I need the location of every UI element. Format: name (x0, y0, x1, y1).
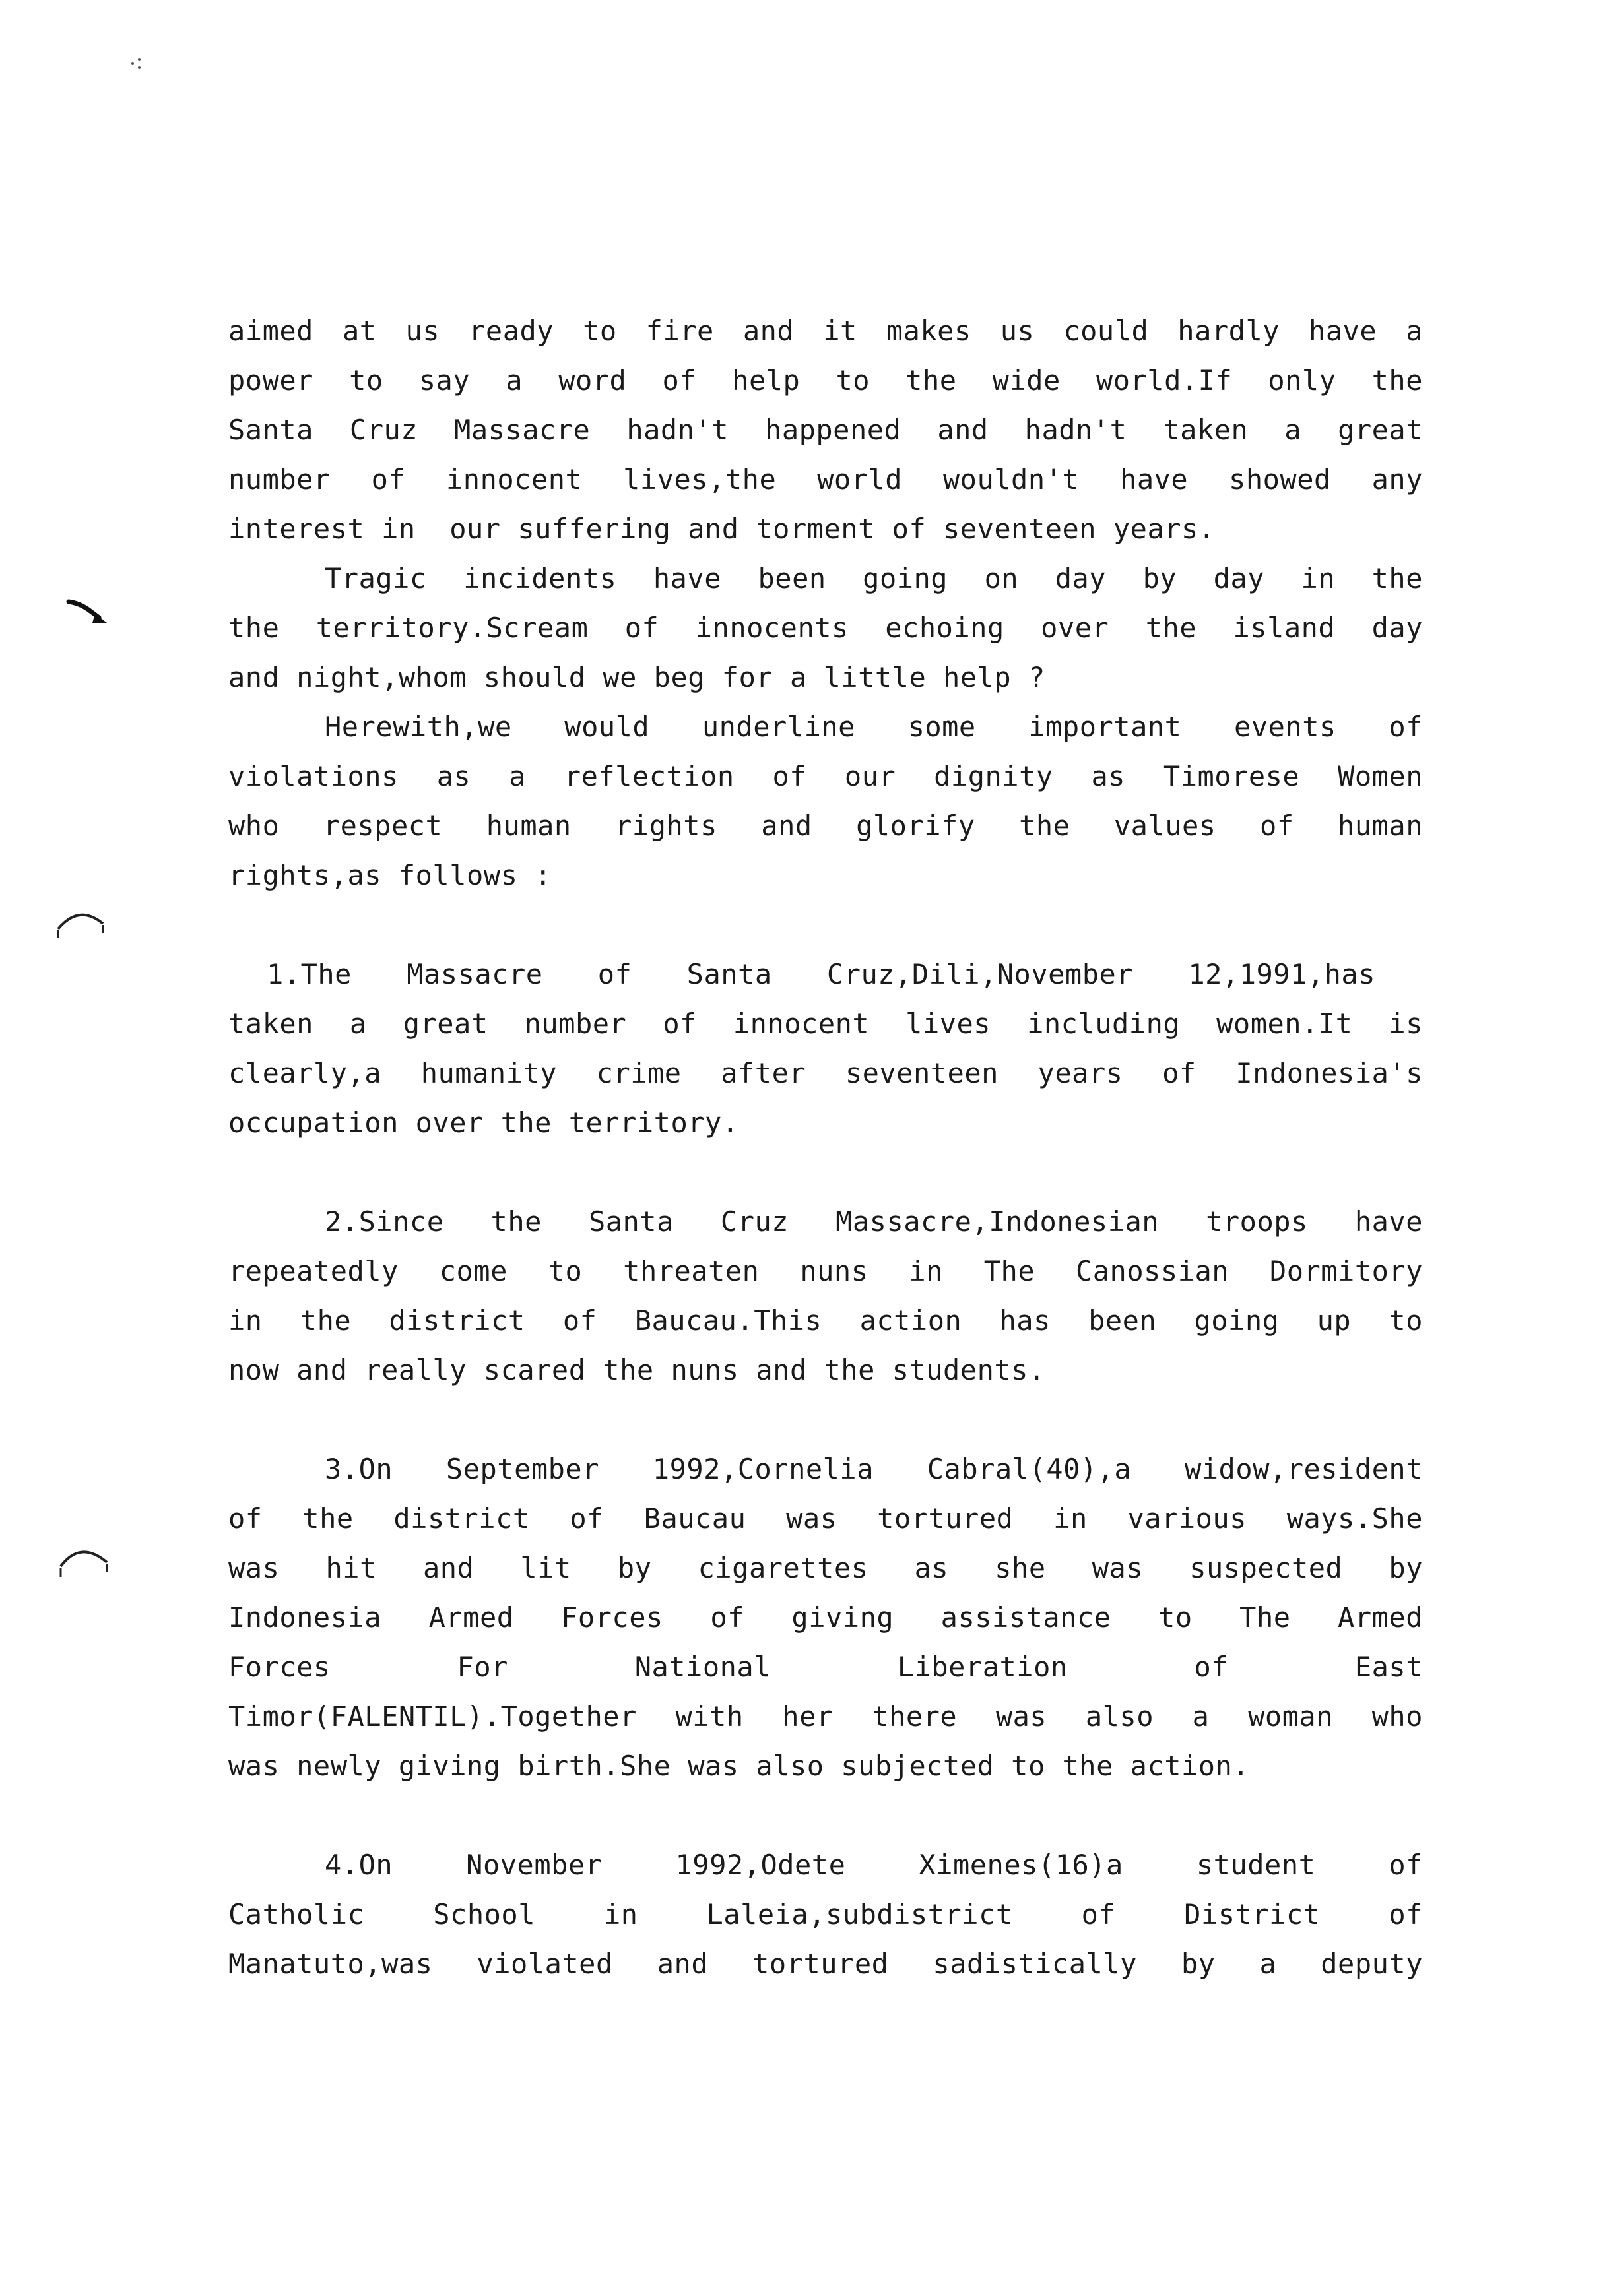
text-line: and night,whom should we beg for a little help ? (228, 661, 1045, 693)
text-line: 4.On November 1992,Odete Ximenes(16)a student of (325, 1849, 1423, 1881)
text-line: now and really scared the nuns and the students. (228, 1354, 1045, 1386)
text-line: Timor(FALENTIL).Together with her there was also a woman who (228, 1700, 1423, 1733)
text-line: Indonesia Armed Forces of giving assistance to The Armed (228, 1601, 1423, 1634)
text-line: rights,as follows : (228, 859, 552, 891)
punch-hole-mark-bottom (57, 1541, 116, 1587)
text-line: the territory.Scream of innocents echoing over the island day (228, 612, 1423, 644)
text-line: of the district of Baucau was tortured in various ways.She (228, 1502, 1423, 1535)
text-line: in the district of Baucau.This action has been going up to (228, 1304, 1423, 1337)
text-line: occupation over the territory. (228, 1106, 739, 1139)
text-line: taken a great number of innocent lives including women.It is (228, 1007, 1423, 1040)
text-line: was newly giving birth.She was also subjected to the action. (228, 1750, 1250, 1782)
scan-speck-top (129, 55, 145, 71)
text-line: Manatuto,was violated and tortured sadistically by a deputy (228, 1948, 1423, 1980)
text-line: power to say a word of help to the wide world.If only the (228, 364, 1423, 397)
text-line: aimed at us ready to fire and it makes us could hardly have a (228, 315, 1423, 347)
text-line: Forces For National Liberation of East (228, 1651, 1423, 1683)
text-line: was hit and lit by cigarettes as she was suspected by (228, 1552, 1423, 1584)
text-line: Tragic incidents have been going on day by day in the (325, 562, 1423, 594)
text-line: 3.On September 1992,Cornelia Cabral(40),a widow,resident (325, 1453, 1423, 1485)
text-line: 1.The Massacre of Santa Cruz,Dili,November 12,1991,has (267, 958, 1375, 990)
punch-hole-mark-top (53, 904, 112, 950)
text-line: interest in our suffering and torment of seventeen years. (228, 513, 1216, 545)
text-line: Santa Cruz Massacre hadn't happened and hadn't taken a great (228, 414, 1423, 446)
text-line: who respect human rights and glorify the values of human (228, 810, 1423, 842)
text-line: 2.Since the Santa Cruz Massacre,Indonesian troops have (325, 1205, 1423, 1238)
text-line: clearly,a humanity crime after seventeen years of Indonesia's (228, 1057, 1423, 1089)
text-line: repeatedly come to threaten nuns in The Canossian Dormitory (228, 1255, 1423, 1287)
text-line: Herewith,we would underline some important events of (325, 711, 1423, 743)
text-line: number of innocent lives,the world wouldn't have showed any (228, 463, 1423, 495)
text-line: Catholic School in Laleia,subdistrict of District of (228, 1898, 1423, 1930)
text-line: violations as a reflection of our dignity as Timorese Women (228, 760, 1423, 792)
scan-arrow-mark (66, 596, 112, 629)
